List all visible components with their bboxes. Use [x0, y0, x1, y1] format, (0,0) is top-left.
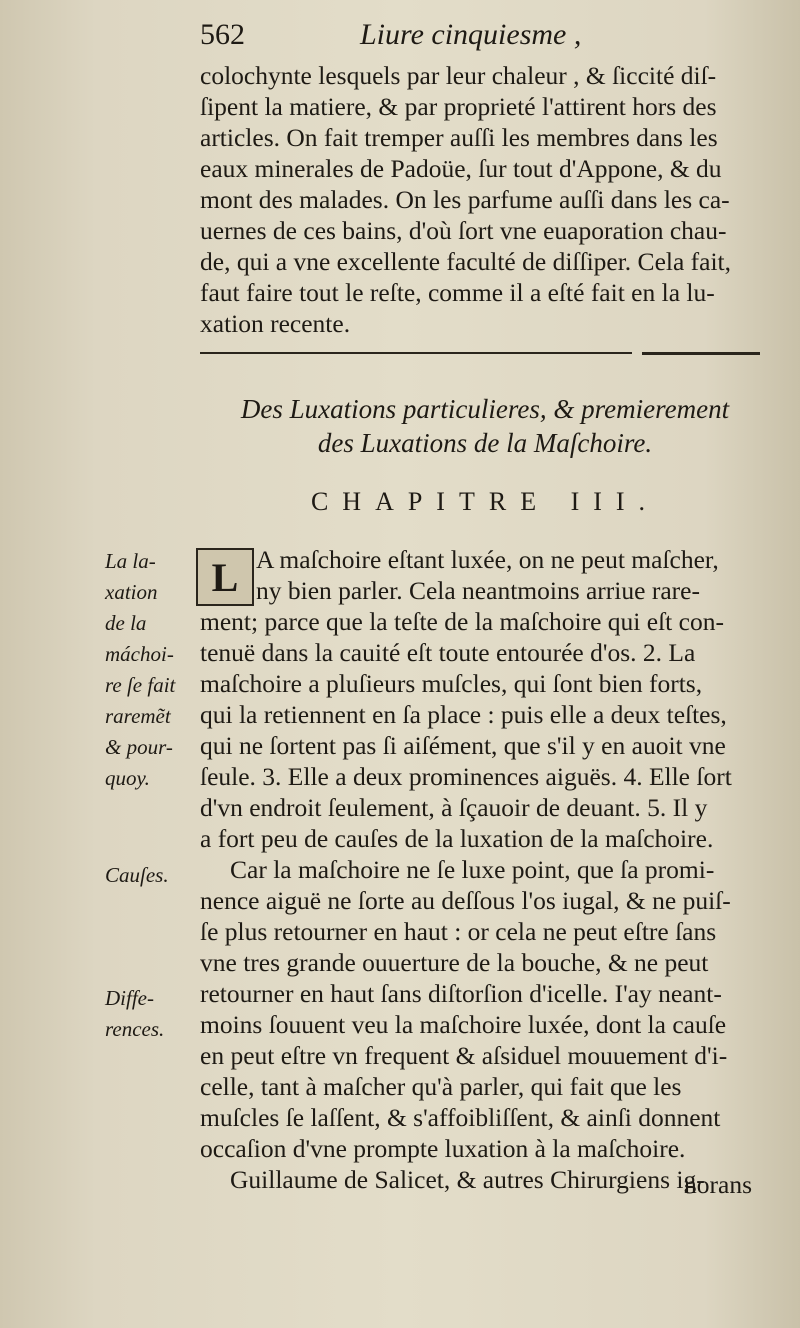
margin-note-line: máchoi-: [105, 642, 174, 666]
paragraph-continued: [200, 60, 760, 339]
text-line: A maſchoire eſtant luxée, on ne peut maſcher,: [256, 545, 719, 574]
text-line: qui ne ſortent pas ſi aiſément, que s'il y en auoit vne: [200, 731, 726, 760]
text-line: Guillaume de Salicet, & autres Chirurgiens ig-: [230, 1165, 705, 1194]
margin-note-line: quoy.: [105, 766, 150, 790]
margin-note: [105, 860, 169, 891]
section-divider: [200, 352, 760, 356]
drop-cap: L: [196, 548, 254, 606]
text-line: qui la retiennent en ſa place : puis elle a deux teſtes,: [200, 700, 727, 729]
text-line: tenuë dans la cauité eſt toute entourée d'os. 2. La: [200, 638, 696, 667]
margin-note-line: Diffe-: [105, 986, 154, 1010]
text-line: xation recente.: [200, 309, 351, 338]
text-line: eaux minerales de Padoüe, ſur tout d'Appone, & du: [200, 154, 722, 183]
text-line: articles. On fait tremper auſſi les membres dans les: [200, 123, 718, 152]
chapter-body: [200, 544, 760, 1195]
text-line: mont des malades. On les parfume auſſi dans les ca-: [200, 185, 730, 214]
text-line: moins ſouuent veu la maſchoire luxée, dont la cauſe: [200, 1010, 727, 1039]
chapter-heading: CHAPITRE III.: [310, 487, 660, 516]
text-line: ſipent la matiere, & par proprieté l'attirent hors des: [200, 92, 717, 121]
text-line: maſchoire a pluſieurs muſcles, qui ſont bien forts,: [200, 669, 703, 698]
text-line: celle, tant à maſcher qu'à parler, qui fait que les: [200, 1072, 682, 1101]
text-line: en peut eſtre vn frequent & aſsiduel mouuement d'i-: [200, 1041, 728, 1070]
divider-rule: [642, 352, 760, 355]
text-line: faut faire tout le reſte, comme il a eſté fait en la lu-: [200, 278, 715, 307]
text-line: nence aiguë ne ſorte au deſſous l'os iugal, & ne puiſ-: [200, 886, 731, 915]
section-title: [200, 392, 770, 460]
text-line: de, qui a vne excellente faculté de diſſiper. Cela fait,: [200, 247, 732, 276]
page-header: [200, 18, 760, 58]
margin-note: [105, 983, 164, 1045]
margin-note-line: rences.: [105, 1017, 165, 1041]
text-line: occaſion d'vne prompte luxation à la maſchoire.: [200, 1134, 686, 1163]
text-line: vne tres grande ouuerture de la bouche, & ne peut: [200, 948, 709, 977]
margin-note-line: xation: [105, 580, 158, 604]
text-line: retourner en haut ſans diſtorſion d'icelle. I'ay neant-: [200, 979, 722, 1008]
page-number: 562: [200, 18, 245, 51]
margin-note: [105, 546, 175, 794]
catchword: norans: [684, 1170, 752, 1199]
divider-rule: [200, 352, 632, 354]
section-title-line: Des Luxations particulieres, & premierement: [240, 394, 730, 424]
margin-note-line: La la-: [105, 549, 156, 573]
text-line: muſcles ſe laſſent, & s'affoibliſſent, & ainſi donnent: [200, 1103, 721, 1132]
margin-note-line: de la: [105, 611, 147, 635]
text-line: uernes de ces bains, d'où ſort vne euaporation chau-: [200, 216, 727, 245]
text-line: a fort peu de cauſes de la luxation de la maſchoire.: [200, 824, 714, 853]
text-line: ſeule. 3. Elle a deux prominences aiguës. 4. Elle ſort: [200, 762, 732, 791]
running-title: Liure cinquiesme ,: [360, 18, 582, 51]
margin-note-line: raremẽt: [105, 704, 171, 728]
margin-note-line: & pour-: [105, 735, 173, 759]
text-line: colochynte lesquels par leur chaleur , & ſiccité diſ-: [200, 61, 717, 90]
text-line: ſe plus retourner en haut : or cela ne peut eſtre ſans: [200, 917, 717, 946]
section-title-line: des Luxations de la Maſchoire.: [317, 428, 653, 458]
text-line: ment; parce que la teſte de la maſchoire qui eſt con-: [200, 607, 724, 636]
text-line: d'vn endroit ſeulement, à ſçauoir de deuant. 5. Il y: [200, 793, 708, 822]
margin-note-line: re ſe fait: [105, 673, 176, 697]
text-line: ny bien parler. Cela neantmoins arriue rare-: [256, 576, 700, 605]
text-line: Car la maſchoire ne ſe luxe point, que ſa promi-: [230, 855, 715, 884]
margin-note-line: Cauſes.: [105, 863, 169, 887]
